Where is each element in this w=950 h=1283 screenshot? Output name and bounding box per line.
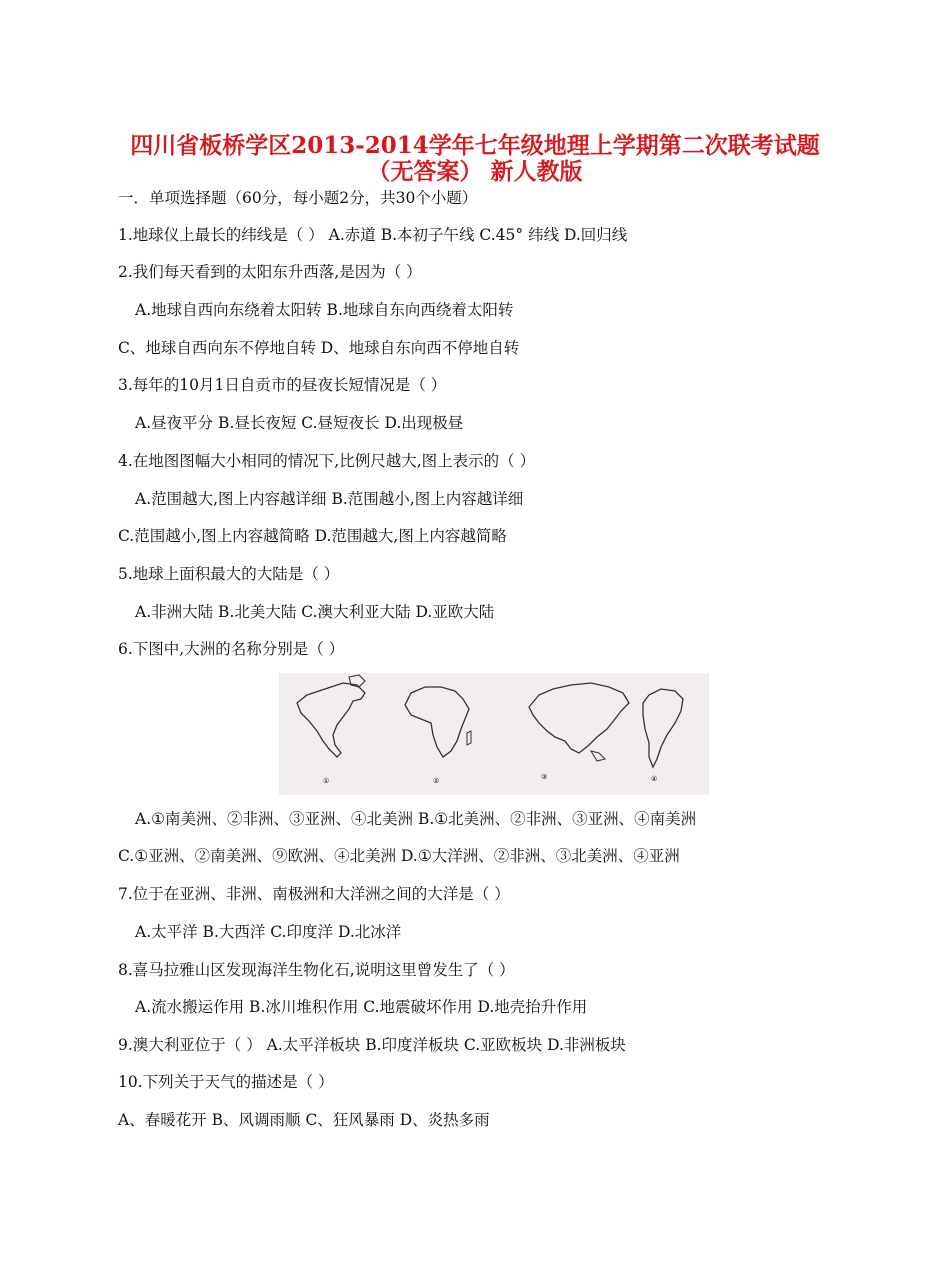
question-2-options-cd: C、地球自西向东不停地自转 D、地球自东向西不停地自转 xyxy=(118,339,520,357)
madagascar-shape xyxy=(467,731,471,745)
question-5-options: A.非洲大陆 B.北美大陆 C.澳大利亚大陆 D.亚欧大陆 xyxy=(135,603,495,621)
section-heading: 一．单项选择题（60分，每小题2分，共30个小题） xyxy=(118,189,478,207)
question-6-options-cd: C.①亚洲、②南美洲、⑨欧洲、④北美洲 D.①大洋洲、②非洲、③北美洲、④亚洲 xyxy=(118,847,680,865)
continent-south-america-shape xyxy=(643,689,683,767)
continents-figure xyxy=(279,673,709,795)
question-6: 6.下图中,大洲的名称分别是（ ） xyxy=(118,640,345,658)
islands-shape xyxy=(591,751,605,761)
document-title-line2: （无答案） 新人教版 xyxy=(367,158,583,185)
question-10-options: A、春暖花开 B、风调雨顺 C、狂风暴雨 D、炎热多雨 xyxy=(118,1111,490,1129)
figure-label-1: ① xyxy=(323,777,330,785)
question-8: 8.喜马拉雅山区发现海洋生物化石,说明这里曾发生了（ ） xyxy=(118,961,515,979)
continent-asia-shape xyxy=(529,683,629,753)
figure-label-3: ③ xyxy=(541,773,548,781)
question-3-options: A.昼夜平分 B.昼长夜短 C.昼短夜长 D.出现极昼 xyxy=(135,414,464,432)
question-7: 7.位于在亚洲、非洲、南极洲和大洋洲之间的大洋是（ ） xyxy=(118,885,510,903)
continent-africa-shape xyxy=(405,687,469,757)
question-2-options-ab: A.地球自西向东绕着太阳转 B.地球自东向西绕着太阳转 xyxy=(135,301,514,319)
question-8-options: A.流水搬运作用 B.冰川堆积作用 C.地震破坏作用 D.地壳抬升作用 xyxy=(135,998,588,1016)
continent-north-america-shape xyxy=(297,683,365,757)
question-1: 1.地球仪上最长的纬线是（ ） A.赤道 B.本初子午线 C.45° 纬线 D.回归线 xyxy=(118,226,628,244)
question-9: 9.澳大利亚位于（ ） A.太平洋板块 B.印度洋板块 C.亚欧板块 D.非洲板块 xyxy=(118,1036,626,1054)
figure-label-2: ② xyxy=(433,777,440,785)
question-3: 3.每年的10月1日自贡市的昼夜长短情况是（ ） xyxy=(118,376,447,394)
question-10: 10.下列关于天气的描述是（ ） xyxy=(118,1073,334,1091)
question-7-options: A.太平洋 B.大西洋 C.印度洋 D.北冰洋 xyxy=(135,923,402,941)
question-5: 5.地球上面积最大的大陆是（ ） xyxy=(118,565,340,583)
question-4-options-cd: C.范围越小,图上内容越简略 D.范围越大,图上内容越简略 xyxy=(118,527,507,545)
figure-label-4: ④ xyxy=(651,775,658,783)
question-4-options-ab: A.范围越大,图上内容越详细 B.范围越小,图上内容越详细 xyxy=(135,490,524,508)
question-2: 2.我们每天看到的太阳东升西落,是因为（ ） xyxy=(118,263,422,281)
question-4: 4.在地图图幅大小相同的情况下,比例尺越大,图上表示的（ ） xyxy=(118,452,536,470)
document-title-line1: 四川省板桥学区2013-2014学年七年级地理上学期第二次联考试题 xyxy=(130,132,820,159)
question-6-options-ab: A.①南美洲、②非洲、③亚洲、④北美洲 B.①北美洲、②非洲、③亚洲、④南美洲 xyxy=(135,810,697,828)
